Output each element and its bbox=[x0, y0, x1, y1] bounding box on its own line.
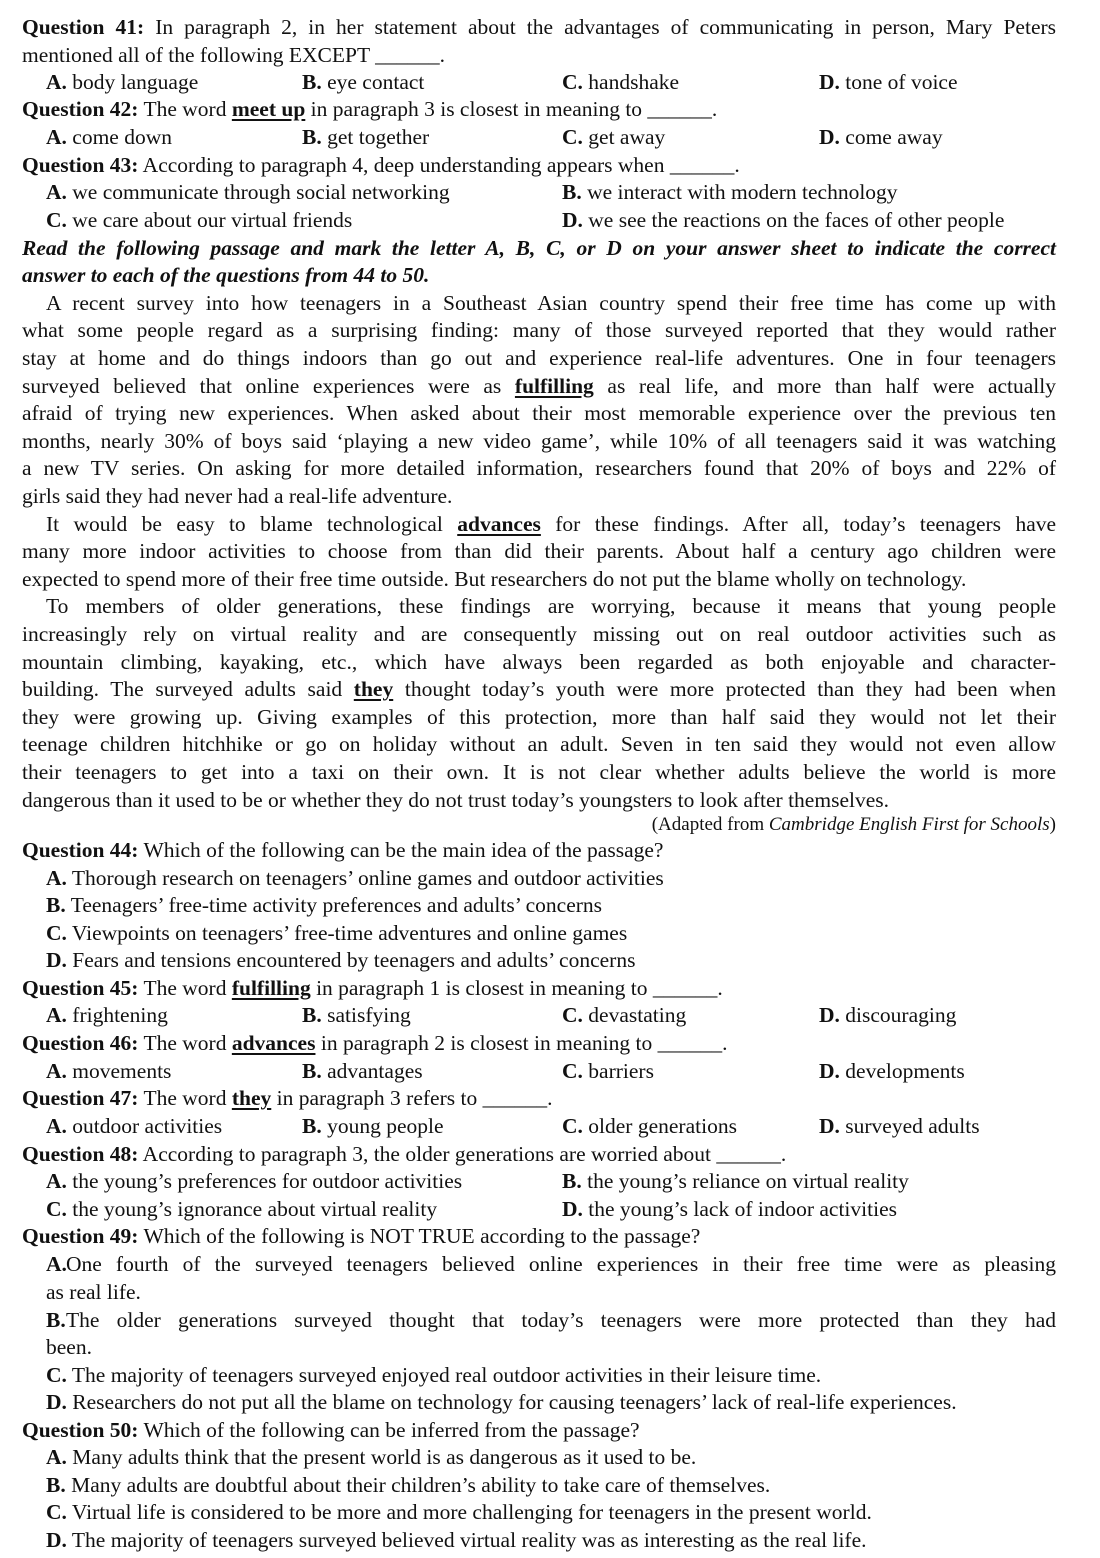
q48-option-c[interactable]: C. the young’s ignorance about virtual reality bbox=[46, 1197, 438, 1221]
q42-option-c[interactable]: C. get away bbox=[562, 125, 666, 149]
q48-option-b[interactable]: B. the young’s reliance on virtual reality bbox=[562, 1169, 909, 1193]
q48-options-row2 bbox=[22, 1195, 1056, 1223]
underlined-word-they: they bbox=[353, 677, 394, 701]
q44-option-a[interactable]: A. Thorough research on teenagers’ online games and outdoor activities bbox=[46, 866, 664, 890]
q43-option-c[interactable]: C. we care about our virtual friends bbox=[46, 208, 353, 232]
q46-option-b[interactable]: B. advantages bbox=[302, 1059, 423, 1083]
q43-option-a[interactable]: A. we communicate through social networking bbox=[46, 180, 450, 204]
q45-option-c[interactable]: C. devastating bbox=[562, 1003, 687, 1027]
passage-p1-line: girls said they had never had a real-life adventure. bbox=[22, 484, 453, 508]
q41-options bbox=[22, 68, 1056, 96]
q49-option-b-cont: been. bbox=[46, 1335, 92, 1359]
q47-stem: Question 47: The word they in paragraph 3 refers to ______. bbox=[22, 1086, 553, 1110]
passage-p2-line: many more indoor activities to choose from than did their parents. About half a century ago children were bbox=[22, 539, 1056, 563]
q41-stem-cont: mentioned all of the following EXCEPT ______. bbox=[22, 43, 445, 67]
q43-option-b[interactable]: B. we interact with modern technology bbox=[562, 180, 898, 204]
passage-p3-line: their teenagers to get into a taxi on their own. It is not clear whether adults believe the world is more bbox=[22, 760, 1056, 784]
q49-option-c[interactable]: C. The majority of teenagers surveyed enjoyed real outdoor activities in their leisure time. bbox=[46, 1363, 822, 1387]
q43-options-row2 bbox=[22, 206, 1056, 234]
passage-p1-line: surveyed believed that online experiences were as fulfilling as real life, and more than half were actually bbox=[22, 374, 1057, 398]
q42-options bbox=[22, 123, 1056, 151]
q41-stem: Question 41: In paragraph 2, in her statement about the advantages of communicating in person, Mary Peters bbox=[22, 15, 1057, 39]
q48-option-d[interactable]: D. the young’s lack of indoor activities bbox=[562, 1197, 897, 1221]
q41-option-b[interactable]: B. eye contact bbox=[302, 70, 425, 94]
q41-option-c[interactable]: C. handshake bbox=[562, 70, 680, 94]
underlined-word-advances: advances bbox=[457, 512, 541, 536]
passage-source: (Adapted from Cambridge English First for Schools) bbox=[651, 814, 1056, 835]
q43-stem: Question 43: According to paragraph 4, deep understanding appears when ______. bbox=[22, 153, 740, 177]
q48-options-row1 bbox=[22, 1167, 1056, 1195]
q44-option-c[interactable]: C. Viewpoints on teenagers’ free-time adventures and online games bbox=[46, 921, 628, 945]
q42-option-a[interactable]: A. come down bbox=[46, 125, 172, 149]
passage-p3-line: increasingly rely on virtual reality and are consequently missing out on real outdoor activities such as bbox=[22, 622, 1056, 646]
q45-target-word: fulfilling bbox=[231, 976, 311, 1000]
passage-p3-line: they were growing up. Giving examples of this protection, more than half said they would not let their bbox=[22, 705, 1056, 729]
passage-p1-line: A recent survey into how teenagers in a Southeast Asian country spend their free time has come up with bbox=[46, 291, 1056, 315]
q42-target-word: meet up bbox=[231, 97, 306, 121]
q47-option-b[interactable]: B. young people bbox=[302, 1114, 444, 1138]
q50-stem: Question 50: Which of the following can be inferred from the passage? bbox=[22, 1418, 640, 1442]
q47-option-c[interactable]: C. older generations bbox=[562, 1114, 737, 1138]
q47-target-word: they bbox=[231, 1086, 272, 1110]
q44-option-b[interactable]: B. Teenagers’ free-time activity preferences and adults’ concerns bbox=[46, 893, 603, 917]
q49-option-a-cont: as real life. bbox=[46, 1280, 141, 1304]
underlined-word-fulfilling: fulfilling bbox=[514, 374, 594, 398]
passage-p3-line: building. The surveyed adults said they thought today’s youth were more protected than they had been when bbox=[22, 677, 1056, 701]
q44-option-d[interactable]: D. Fears and tensions encountered by teenagers and adults’ concerns bbox=[46, 948, 636, 972]
q42-option-b[interactable]: B. get together bbox=[302, 125, 430, 149]
q48-stem: Question 48: According to paragraph 3, the older generations are worried about ______. bbox=[22, 1142, 787, 1166]
passage-p3-line: dangerous than it used to be or whether they do not trust today’s youngsters to look after themselves. bbox=[22, 788, 889, 812]
q49-option-d[interactable]: D. Researchers do not put all the blame on technology for causing teenagers’ lack of real-life experiences. bbox=[46, 1390, 957, 1414]
q42-option-d[interactable]: D. come away bbox=[819, 125, 943, 149]
q45-option-b[interactable]: B. satisfying bbox=[302, 1003, 411, 1027]
q43-options-row1 bbox=[22, 178, 1056, 206]
passage-p1-line: a new TV series. On asking for more detailed information, researchers found that 20% of boys and 22% of bbox=[22, 456, 1056, 480]
q50-option-c[interactable]: C. Virtual life is considered to be more and more challenging for teenagers in the present world. bbox=[46, 1500, 872, 1524]
q45-option-d[interactable]: D. discouraging bbox=[819, 1003, 957, 1027]
q42-stem: Question 42: The word meet up in paragraph 3 is closest in meaning to ______. bbox=[22, 97, 718, 121]
q41-option-a[interactable]: A. body language bbox=[46, 70, 199, 94]
q45-option-a[interactable]: A. frightening bbox=[46, 1003, 168, 1027]
q41-option-d[interactable]: D. tone of voice bbox=[819, 70, 958, 94]
q45-stem: Question 45: The word fulfilling in paragraph 1 is closest in meaning to ______. bbox=[22, 976, 723, 1000]
q50-option-b[interactable]: B. Many adults are doubtful about their children’s ability to take care of themselves. bbox=[46, 1473, 771, 1497]
q46-stem: Question 46: The word advances in paragraph 2 is closest in meaning to ______. bbox=[22, 1031, 728, 1055]
passage-p3-line: To members of older generations, these findings are worrying, because it means that young people bbox=[46, 594, 1056, 618]
q46-target-word: advances bbox=[231, 1031, 316, 1055]
q44-stem: Question 44: Which of the following can be the main idea of the passage? bbox=[22, 838, 664, 862]
q50-option-a[interactable]: A. Many adults think that the present world is as dangerous as it used to be. bbox=[46, 1445, 697, 1469]
q46-option-c[interactable]: C. barriers bbox=[562, 1059, 654, 1083]
passage-p1-line: afraid of trying new experiences. When asked about their most memorable experience over the previous ten bbox=[22, 401, 1056, 425]
passage-p2-line: It would be easy to blame technological advances for these findings. After all, today’s teenagers have bbox=[46, 512, 1057, 536]
q47-options bbox=[22, 1112, 1056, 1140]
q49-option-b[interactable]: B. The older generations surveyed thought that today’s teenagers were more protected than they had bbox=[46, 1308, 1056, 1332]
passage-p1-line: months, nearly 30% of boys said ‘playing a new video game’, while 10% of all teenagers said it was watching bbox=[22, 429, 1056, 453]
passage-p2-line: expected to spend more of their free time outside. But researchers do not put the blame wholly on technology. bbox=[22, 567, 967, 591]
q49-option-a[interactable]: A. One fourth of the surveyed teenagers believed online experiences in their free time were as pleasing bbox=[46, 1252, 1056, 1276]
q48-option-a[interactable]: A. the young’s preferences for outdoor activities bbox=[46, 1169, 463, 1193]
q45-options bbox=[22, 1001, 1056, 1029]
q47-option-d[interactable]: D. surveyed adults bbox=[819, 1114, 980, 1138]
q46-options bbox=[22, 1057, 1056, 1085]
q43-option-d[interactable]: D. we see the reactions on the faces of other people bbox=[562, 208, 1005, 232]
q46-option-a[interactable]: A. movements bbox=[46, 1059, 172, 1083]
q50-option-d[interactable]: D. The majority of teenagers surveyed believed virtual reality was as interesting as the real life. bbox=[46, 1528, 867, 1552]
instruction-cont: answer to each of the questions from 44 to 50. bbox=[22, 263, 430, 287]
q49-stem: Question 49: Which of the following is NOT TRUE according to the passage? bbox=[22, 1224, 701, 1248]
passage-p3-line: mountain climbing, kayaking, etc., which have always been regarded as both enjoyable and character- bbox=[22, 650, 1056, 674]
passage-p1-line: stay at home and do things indoors than go out and experience real-life adventures. One in four teenagers bbox=[22, 346, 1056, 370]
q47-option-a[interactable]: A. outdoor activities bbox=[46, 1114, 223, 1138]
instruction: Read the following passage and mark the letter A, B, C, or D on your answer sheet to indicate the correct bbox=[22, 236, 1056, 260]
passage-p1-line: what some people regard as a surprising finding: many of those surveyed reported that they would rather bbox=[22, 318, 1056, 342]
q46-option-d[interactable]: D. developments bbox=[819, 1059, 965, 1083]
passage-p3-line: teenage children hitchhike or go on holiday without an adult. Seven in ten said they would not even allow bbox=[22, 732, 1056, 756]
